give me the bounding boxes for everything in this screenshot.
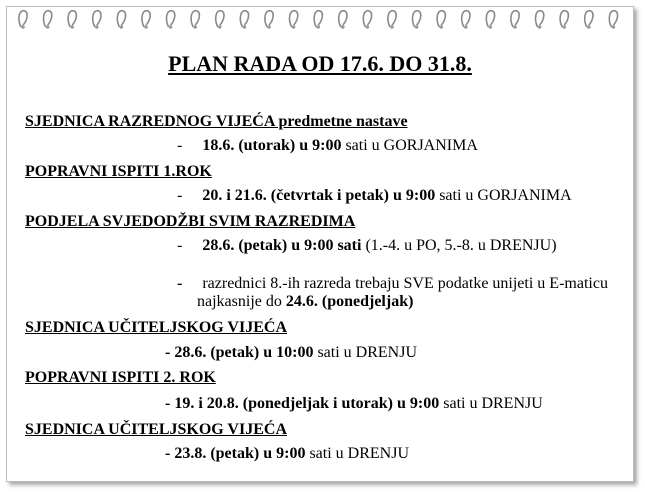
section-heading-razredno-vijece: SJEDNICA RAZREDNOG VIJEĆA predmetne nastave <box>25 113 408 130</box>
spiral-ring <box>68 11 76 29</box>
list-dash: - <box>177 137 183 154</box>
spiral-ring <box>339 11 347 29</box>
page-title: PLAN RADA OD 17.6. DO 31.8. <box>168 51 472 76</box>
list-item <box>177 137 478 155</box>
document-page <box>6 6 634 482</box>
spiral-ring <box>486 11 494 29</box>
spiral-ring <box>413 11 421 29</box>
spiral-ring <box>167 11 175 29</box>
spiral-ring <box>93 11 101 29</box>
list-dash: - <box>165 445 175 462</box>
item-date: 28.6. (petak) u 10:00 <box>174 344 314 361</box>
item-date: 23.8. (petak) u 9:00 <box>174 445 306 462</box>
section-heading-popravni-2: POPRAVNI ISPITI 2. ROK <box>25 369 216 386</box>
list-item <box>165 445 409 463</box>
spiral-ring <box>142 11 150 29</box>
list-dash: - <box>165 344 175 361</box>
list-dash: - <box>177 187 183 204</box>
spiral-ring <box>560 11 568 29</box>
item-note-prefix: najkasnije do <box>197 293 286 310</box>
spiral-ring <box>216 11 224 29</box>
spiral-ring <box>437 11 445 29</box>
spiral-ring <box>363 11 371 29</box>
list-item <box>177 187 572 205</box>
list-item <box>177 275 608 293</box>
spiral-ring <box>462 11 470 29</box>
list-item-continuation <box>197 293 413 311</box>
spiral-ring <box>117 11 125 29</box>
item-date: 20. i 21.6. (četvrtak i petak) u 9:00 <box>202 187 436 204</box>
spiral-binding-decoration <box>13 7 634 31</box>
list-dash: - <box>177 275 183 292</box>
spiral-ring <box>536 11 544 29</box>
section-heading-podjela-svjedodzbi: PODJELA SVJEDODŽBI SVIM RAZREDIMA <box>25 213 356 230</box>
spiral-ring <box>290 11 298 29</box>
item-date: 19. i 20.8. (ponedjeljak i utorak) u 9:00 <box>174 395 440 412</box>
item-location: sati u DRENJU <box>305 445 409 462</box>
item-location: sati u DRENJU <box>313 344 417 361</box>
item-note: razrednici 8.-ih razreda trebaju SVE podatke unijeti u E-maticu <box>202 275 608 292</box>
spiral-ring <box>191 11 199 29</box>
section-heading-uciteljsko-vijece-2: SJEDNICA UČITELJSKOG VIJEĆA <box>25 421 287 438</box>
list-dash: - <box>177 237 183 254</box>
spiral-ring <box>314 11 322 29</box>
list-item <box>177 237 557 255</box>
spiral-ring <box>585 11 593 29</box>
spiral-ring <box>388 11 396 29</box>
section-heading-popravni-1: POPRAVNI ISPITI 1.ROK <box>25 163 212 180</box>
spiral-ring <box>44 11 52 29</box>
item-location: sati u GORJANIMA <box>435 187 572 204</box>
spiral-binding-icon <box>13 7 634 31</box>
item-location: sati u GORJANIMA <box>341 137 478 154</box>
section-heading-uciteljsko-vijece-1: SJEDNICA UČITELJSKOG VIJEĆA <box>25 319 287 336</box>
item-date: 28.6. (petak) u 9:00 sati <box>202 237 362 254</box>
item-location: (1.-4. u PO, 5.-8. u DRENJU) <box>361 237 557 254</box>
item-deadline: 24.6. (ponedjeljak) <box>285 293 414 310</box>
item-date: 18.6. (utorak) u 9:00 <box>202 137 342 154</box>
spiral-ring <box>609 11 617 29</box>
spiral-ring <box>511 11 519 29</box>
spiral-ring <box>240 11 248 29</box>
spiral-ring <box>265 11 273 29</box>
list-item <box>165 395 543 413</box>
spiral-ring <box>19 11 27 29</box>
list-dash: - <box>165 395 175 412</box>
item-location: sati u DRENJU <box>439 395 543 412</box>
list-item <box>165 344 417 362</box>
